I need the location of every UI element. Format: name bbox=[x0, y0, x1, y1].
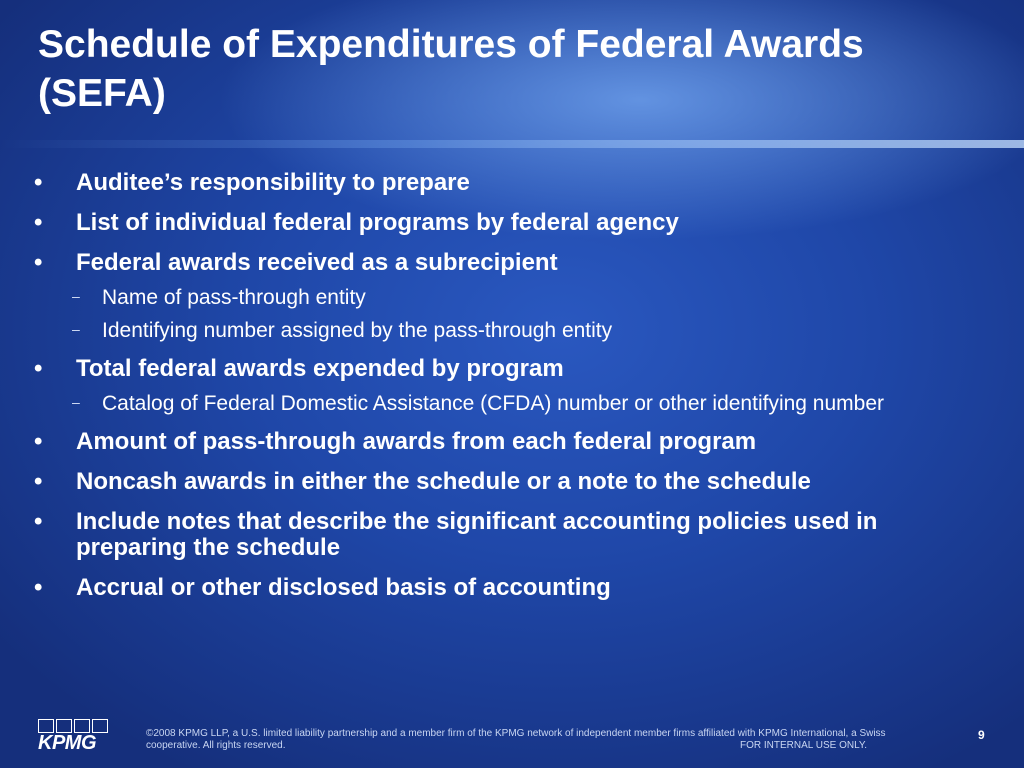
bullet-item bbox=[30, 469, 990, 495]
sub-bullet-item bbox=[30, 392, 990, 415]
bullet-item bbox=[30, 356, 990, 382]
sub-bullet-text: Name of pass-through entity bbox=[102, 286, 366, 309]
title-divider bbox=[0, 140, 1024, 148]
bullet-marker: • bbox=[34, 428, 43, 455]
bullet-item bbox=[30, 429, 990, 455]
sub-bullet-item bbox=[30, 286, 990, 309]
slide-title: Schedule of Expenditures of Federal Awards (SEFA) bbox=[38, 23, 864, 115]
bullet-item bbox=[30, 250, 990, 276]
dash-marker: – bbox=[72, 288, 80, 304]
bullet-marker: • bbox=[34, 169, 43, 196]
bullet-text: Federal awards received as a subrecipient bbox=[76, 249, 558, 276]
sub-bullet-item bbox=[30, 319, 990, 342]
bullet-marker: • bbox=[34, 209, 43, 236]
sub-bullet-text: Catalog of Federal Domestic Assistance (CFDA) number or other identifying number bbox=[102, 392, 885, 415]
bullet-marker: • bbox=[34, 468, 43, 495]
page-number: 9 bbox=[978, 728, 985, 742]
bullet-item bbox=[30, 509, 990, 561]
kpmg-logo bbox=[38, 719, 114, 753]
sub-bullet-text: Identifying number assigned by the pass-through entity bbox=[102, 319, 613, 342]
classification-label: FOR INTERNAL USE ONLY. bbox=[740, 740, 868, 751]
logo-boxes-icon bbox=[38, 719, 114, 733]
bullet-marker: • bbox=[34, 574, 43, 601]
bullet-text: Accrual or other disclosed basis of accounting bbox=[76, 574, 611, 601]
bullet-text: Auditee’s responsibility to prepare bbox=[76, 169, 470, 196]
bullet-text: Noncash awards in either the schedule or a note to the schedule bbox=[76, 468, 811, 495]
dash-marker: – bbox=[72, 321, 80, 337]
bullet-marker: • bbox=[34, 249, 43, 276]
bullet-text: Amount of pass-through awards from each federal program bbox=[76, 428, 757, 455]
bullet-text: Total federal awards expended by program bbox=[76, 355, 564, 382]
bullet-item bbox=[30, 210, 990, 236]
bullet-item bbox=[30, 170, 990, 196]
bullet-list bbox=[30, 170, 990, 615]
dash-marker: – bbox=[72, 394, 80, 410]
bullet-item bbox=[30, 575, 990, 601]
logo-text: KPMG bbox=[38, 732, 96, 754]
bullet-marker: • bbox=[34, 355, 43, 382]
bullet-text: List of individual federal programs by federal agency bbox=[76, 209, 679, 236]
bullet-marker: • bbox=[34, 508, 43, 535]
bullet-text: Include notes that describe the significant accounting policies used in preparing the schedule bbox=[76, 508, 878, 561]
copyright-notice: ©2008 KPMG LLP, a U.S. limited liability partnership and a member firm of the KPMG network of independent member firms affiliated with KPMG International, a Swiss cooperative. All rights reserved. bbox=[146, 728, 886, 751]
